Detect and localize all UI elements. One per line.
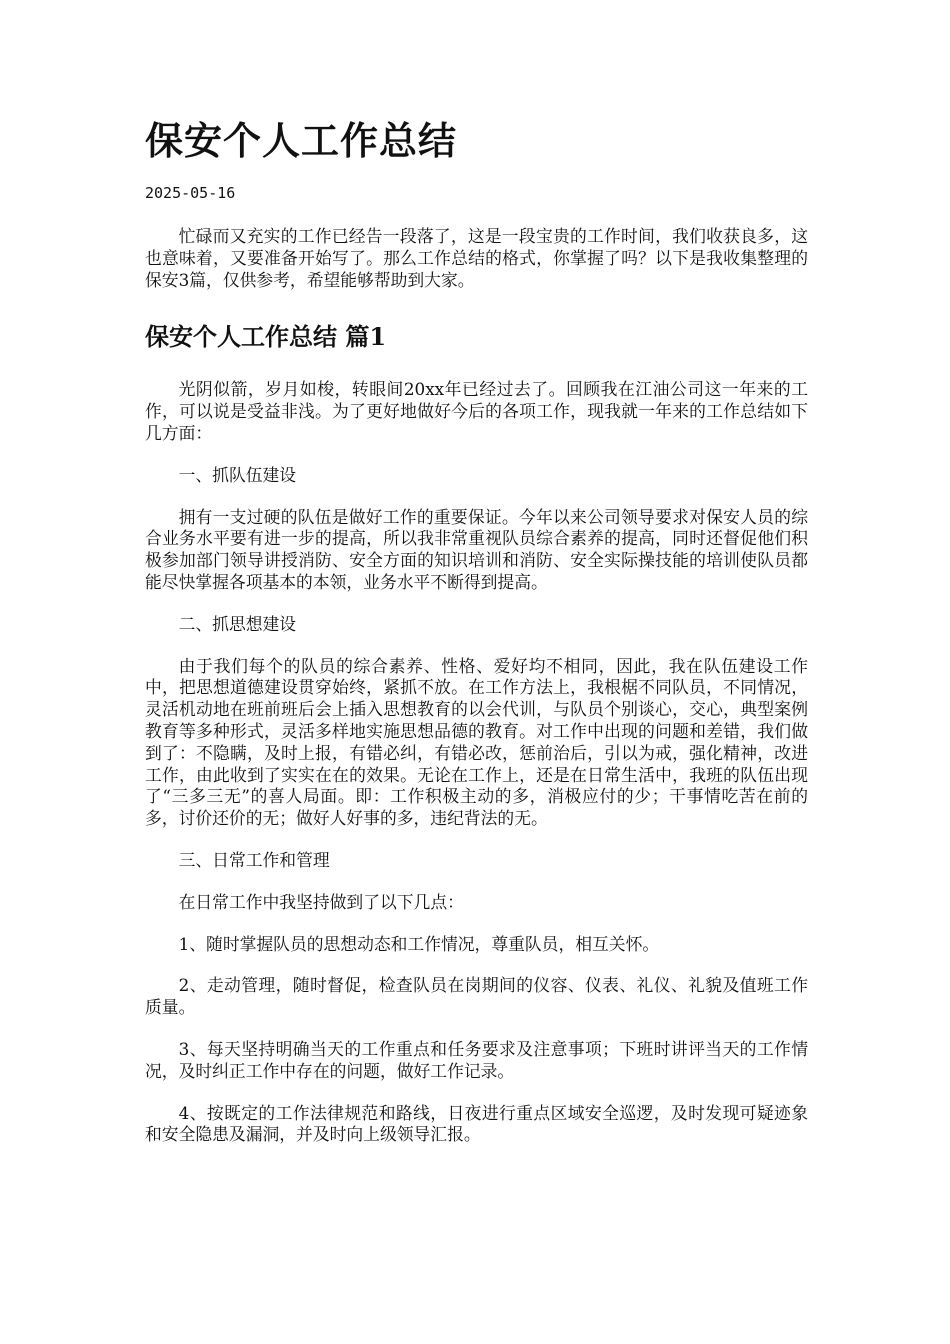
- body-paragraph: 拥有一支过硬的队伍是做好工作的重要保证。今年以来公司领导要求对保安人员的综合业务水平要有进一步的提高，所以我非常重视队员综合素养的提高，同时还督促他们积极参加部门领导讲授消防、安全方面的知识培训和消防、安全实际操技能的培训使队员都能尽快掌握各项基本的本领，业务水平不断得到提高。: [145, 506, 808, 592]
- section-title: 保安个人工作总结 篇1: [145, 322, 387, 352]
- body-paragraph: 光阴似箭，岁月如梭，转眼间20xx年已经过去了。回顾我在江油公司这一年来的工作，可以说是受益非浅。为了更好地做好今后的各项工作，现我就一年来的工作总结如下几方面：: [145, 379, 808, 443]
- list-item: 4、按既定的工作法律规范和路线，日夜进行重点区域安全巡逻，及时发现可疑迹象和安全隐患及漏洞，并及时向上级领导汇报。: [145, 1102, 808, 1145]
- body-paragraph: 由于我们每个的队员的综合素养、性格、爱好均不相同，因此，我在队伍建设工作中，把思想道德建设贯穿始终，紧抓不放。在工作方法上，我根椐不同队员，不同情况，灵活机动地在班前班后会上插入思想教育的以会代训，与队员个别谈心，交心，典型案例教育等多种形式，灵活多样地实施思想品德的教育。对工作中出现的问题和差错，我们做到了：不隐瞒，及时上报，有错必纠，有错必改，惩前治后，引以为戒，强化精神，改进工作，由此收到了实实在在的效果。无论在工作上，还是在日常生活中，我班的队伍出现了“三多三无”的喜人局面。即：工作积极主动的多，消极应付的少；干事情吃苦在前的多，讨价还价的无；做好人好事的多，违纪背法的无。: [145, 655, 808, 829]
- document-date: 2025-05-16: [145, 184, 236, 202]
- body-paragraph: 在日常工作中我坚持做到了以下几点：: [178, 891, 464, 912]
- subheading: 一、抓队伍建设: [178, 464, 297, 485]
- document-title: 保安个人工作总结: [145, 118, 458, 163]
- list-item: 1、随时掌握队员的思想动态和工作情况，尊重队员，相互关怀。: [178, 933, 660, 954]
- list-item: 3、每天坚持明确当天的工作重点和任务要求及注意事项；下班时讲评当天的工作情况，及时纠正工作中存在的问题，做好工作记录。: [145, 1038, 808, 1081]
- document-body: [145, 226, 808, 1166]
- subheading: 三、日常工作和管理: [178, 849, 330, 870]
- subheading: 二、抓思想建设: [178, 613, 297, 634]
- list-item: 2、走动管理，随时督促，检查队员在岗期间的仪容、仪表、礼仪、礼貌及值班工作质量。: [145, 975, 808, 1018]
- intro-paragraph: 忙碌而又充实的工作已经告一段落了，这是一段宝贵的工作时间，我们收获良多，这也意味着，又要准备开始写了。那么工作总结的格式，你掌握了吗？以下是我收集整理的保安3篇，仅供参考，希望能够帮助到大家。: [145, 226, 808, 290]
